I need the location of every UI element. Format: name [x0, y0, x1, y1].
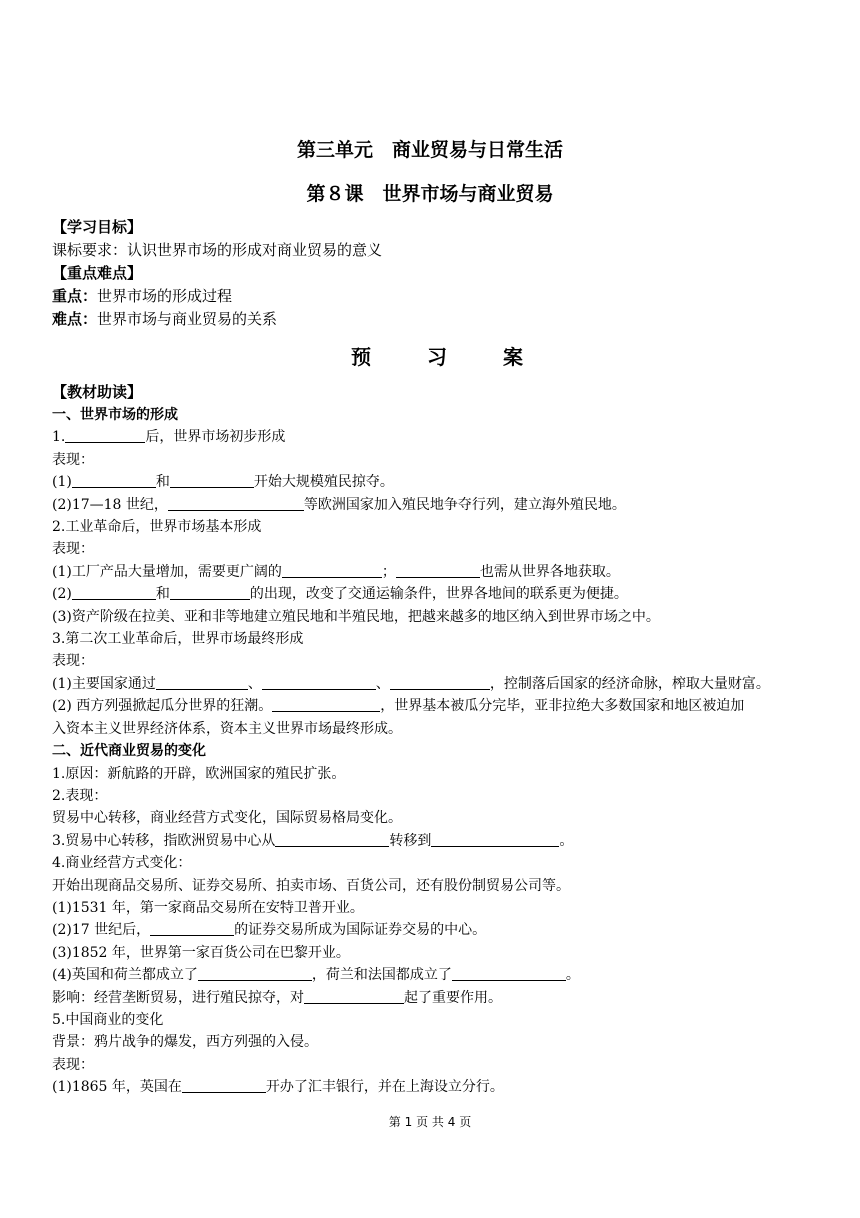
- item-text: 转移到: [389, 832, 432, 849]
- fill-blank[interactable]: [170, 585, 250, 600]
- key-points-heading: 【重点难点】: [52, 264, 143, 282]
- item-text: 、: [247, 675, 262, 692]
- preview-section-title: [52, 337, 822, 377]
- item-text: 开始大规模殖民掠夺。: [253, 474, 394, 491]
- item-text: (1)1865 年，英国在: [52, 1079, 182, 1096]
- item-text: ，荷兰和法国都成立了: [311, 967, 452, 984]
- item-text: 等欧洲国家加入殖民地争夺行列，建立海外殖民地。: [303, 496, 626, 513]
- item-5-1: [52, 1076, 822, 1098]
- fill-blank[interactable]: [275, 832, 389, 847]
- fill-blank[interactable]: [396, 563, 480, 578]
- item-4-3: (3)1852 年，世界第一家百货公司在巴黎开业。: [52, 944, 350, 961]
- section-1-heading: 一、世界市场的形成: [52, 407, 178, 423]
- item-text: (1)主要国家通过: [52, 675, 156, 692]
- item-text: (2) 西方列强掀起瓜分世界的狂潮。: [52, 698, 273, 715]
- lesson-title: 第８课 世界市场与商业贸易: [306, 183, 554, 205]
- section-2-heading: 二、近代商业贸易的变化: [52, 743, 206, 760]
- key-point: [52, 285, 822, 308]
- fill-blank[interactable]: [198, 966, 312, 981]
- item-text: 和: [155, 586, 170, 603]
- background-line: 背景：鸦片战争的爆发，西方列强的入侵。: [52, 1034, 318, 1051]
- fill-blank[interactable]: [431, 832, 559, 847]
- item-text: ，世界基本被瓜分完毕，亚非拉绝大多数国家和地区被迫加: [380, 698, 745, 715]
- item-text: 3.贸易中心转移，指欧洲贸易中心从: [52, 832, 276, 849]
- item-1-1: [52, 471, 822, 493]
- item-1-text: 后，世界市场初步形成: [145, 429, 286, 446]
- goals-heading: 【学习目标】: [52, 218, 143, 236]
- manifest-text: 贸易中心转移，商业经营方式变化，国际贸易格局变化。: [52, 810, 402, 827]
- fill-blank[interactable]: [150, 921, 234, 936]
- preview-char-1: 预: [351, 345, 371, 369]
- item-3: 3.第二次工业革命后，世界市场最终形成: [52, 631, 304, 648]
- item-num: (1): [52, 474, 72, 491]
- item-4-2: [52, 919, 822, 941]
- item-4-1: (1)1531 年，第一家商品交易所在安特卫普开业。: [52, 899, 364, 916]
- item-text: 的证券交易所成为国际证券交易的中心。: [234, 922, 487, 939]
- fill-blank[interactable]: [72, 473, 156, 488]
- fill-blank[interactable]: [262, 675, 376, 690]
- guide-heading: 【教材助读】: [52, 383, 143, 401]
- item-1-num: 1.: [52, 429, 66, 446]
- label-biaoxian: 表现：: [52, 451, 94, 468]
- business-change-heading: 4.商业经营方式变化：: [52, 855, 192, 872]
- footer-text: 第: [388, 1115, 401, 1129]
- label-biaoxian: 表现：: [52, 541, 94, 558]
- item-num: (2): [52, 586, 72, 603]
- key-point-label: 重点：: [52, 287, 98, 305]
- preview-char-2: 习: [427, 345, 447, 369]
- item-text: 。: [565, 967, 580, 984]
- item-text: (1)工厂产品大量增加，需要更广阔的: [52, 563, 282, 580]
- fill-blank[interactable]: [156, 675, 248, 690]
- page-number: 1: [404, 1115, 413, 1129]
- fill-blank[interactable]: [390, 675, 490, 690]
- difficult-point: [52, 308, 822, 331]
- fill-blank[interactable]: [72, 585, 156, 600]
- item-text: 。: [559, 832, 574, 849]
- item-text: (2)17 世纪后，: [52, 922, 151, 939]
- item-5: 5.中国商业的变化: [52, 1011, 164, 1028]
- item-1-2: [52, 494, 822, 516]
- item-text: ；: [381, 563, 396, 580]
- fill-blank[interactable]: [170, 473, 254, 488]
- item-text: 也需从世界各地获取。: [479, 563, 620, 580]
- fill-blank[interactable]: [304, 989, 404, 1004]
- item-3-2-cont: 入资本主义世界经济体系，资本主义世界市场最终形成。: [52, 720, 402, 737]
- item-text: 起了重要作用。: [404, 989, 502, 1006]
- item-2: 2.工业革命后，世界市场基本形成: [52, 519, 262, 536]
- fill-blank[interactable]: [272, 697, 380, 712]
- item-4-4: [52, 964, 822, 986]
- business-change-text: 开始出现商品交易所、证券交易所、拍卖市场、百货公司，还有股份制贸易公司等。: [52, 877, 570, 894]
- item-text: ，控制落后国家的经济命脉，榨取大量财富。: [489, 675, 770, 692]
- item-text: 影响：经营垄断贸易，进行殖民掠夺，对: [52, 989, 304, 1006]
- curriculum-standard: 课标要求：认识世界市场的形成对商业贸易的意义: [52, 241, 383, 259]
- item-text: 开办了汇丰银行，并在上海设立分行。: [265, 1079, 504, 1096]
- footer-text: 页 共: [416, 1115, 444, 1129]
- item-text: 的出现，改变了交通运输条件，世界各地间的联系更为便捷。: [249, 586, 628, 603]
- fill-blank[interactable]: [182, 1078, 266, 1093]
- footer-text: 页: [459, 1115, 472, 1129]
- item-text: 和: [155, 474, 170, 491]
- influence-line: [52, 987, 822, 1009]
- label-biaoxian: 表现：: [52, 653, 94, 670]
- document-body: [52, 216, 822, 1099]
- item-2-3: (3)资产阶级在拉美、亚和非等地建立殖民地和半殖民地，把越来越多的地区纳入到世界市场之中。: [52, 608, 660, 625]
- item-text: 、: [375, 675, 390, 692]
- preview-char-3: 案: [503, 345, 523, 369]
- fill-blank[interactable]: [452, 966, 566, 981]
- item-3-2: [52, 695, 822, 717]
- item-text: (4)英国和荷兰都成立了: [52, 967, 198, 984]
- key-point-text: 世界市场的形成过程: [97, 287, 233, 305]
- page-footer: [0, 1112, 860, 1132]
- fill-blank[interactable]: [168, 496, 304, 511]
- page-total: 4: [447, 1115, 456, 1129]
- fill-blank[interactable]: [282, 563, 382, 578]
- item-2-1: [52, 561, 822, 583]
- difficult-point-text: 世界市场与商业贸易的关系: [97, 310, 278, 328]
- trade-center-line: [52, 830, 822, 852]
- item-1: [52, 426, 822, 448]
- fill-blank[interactable]: [65, 428, 145, 443]
- label-biaoxian: 表现：: [52, 1056, 94, 1073]
- difficult-point-label: 难点：: [52, 310, 98, 328]
- unit-title: 第三单元 商业贸易与日常生活: [296, 139, 563, 161]
- item-text: (2)17—18 世纪，: [52, 496, 168, 513]
- manifest-heading: 2.表现：: [52, 787, 108, 804]
- item-2-2: [52, 583, 822, 605]
- reason-line: 1.原因：新航路的开辟，欧洲国家的殖民扩张。: [52, 765, 346, 782]
- item-3-1: [52, 673, 822, 695]
